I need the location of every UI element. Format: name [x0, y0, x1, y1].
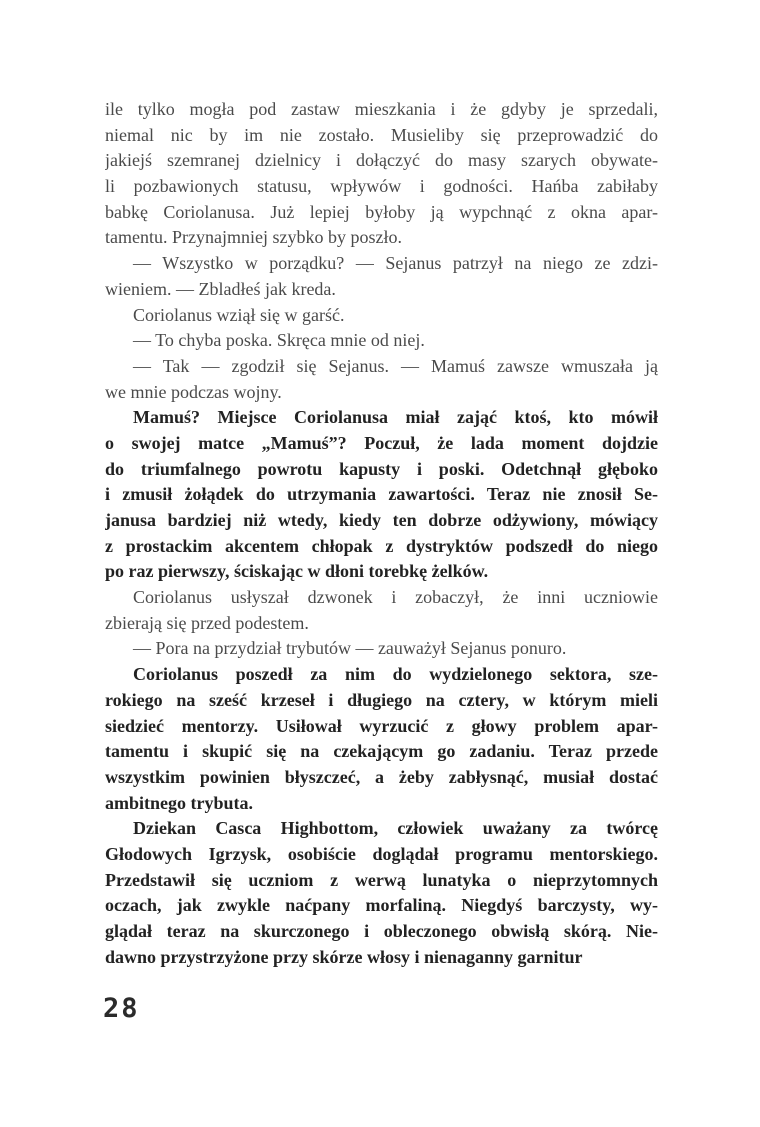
paragraph [105, 303, 658, 329]
text-line: — Tak — zgodził się Sejanus. — Mamuś zawsze wmuszała ją [133, 355, 658, 376]
body-text [105, 97, 658, 970]
paragraph [105, 662, 658, 816]
text-line: glądał teraz na skurczonego i obleczonego obwisłą skórą. Nie- [105, 921, 658, 941]
paragraph [105, 636, 658, 662]
text-line: zbierają się przed podestem. [105, 612, 309, 633]
text-line: Mamuś? Miejsce Coriolanusa miał zająć ktoś, kto mówił [133, 407, 658, 428]
paragraph [105, 354, 658, 405]
text-line: siedzieć mentorzy. Usiłował wyrzucić z głowy problem apar- [105, 715, 658, 736]
paragraph [105, 328, 658, 354]
text-line: niemal nic by im nie zostało. Musieliby się przeprowadzić do [105, 124, 658, 145]
page-number: 28 [103, 993, 140, 1024]
text-line: jakiejś szemranej dzielnicy i dołączyć do masy szarych obywate- [105, 150, 658, 171]
text-line: do triumfalnego powrotu kapusty i poski. Odetchnął głęboko [105, 458, 658, 479]
text-line: Głodowych Igrzysk, osobiście doglądał programu mentorskiego. [105, 843, 658, 864]
text-line: o swojej matce „Mamuś”? Poczuł, że lada moment dojdzie [105, 432, 658, 453]
text-line: ambitnego trybuta. [105, 792, 253, 813]
paragraph [105, 251, 658, 302]
paragraph [105, 816, 658, 970]
text-line: oczach, jak zwykle naćpany morfaliną. Niegdyś barczysty, wy- [105, 895, 658, 916]
text-line: Coriolanus wziął się w garść. [133, 304, 345, 325]
text-line: — Pora na przydział trybutów — zauważył Sejanus ponuro. [133, 638, 567, 659]
paragraph [105, 97, 658, 251]
text-line: li pozbawionych statusu, wpływów i godności. Hańba zabiłaby [105, 176, 658, 197]
text-line: tamentu i skupić się na czekającym go zadaniu. Teraz przede [105, 741, 658, 762]
text-line: ile tylko mogła pod zastaw mieszkania i że gdyby je sprzedali, [105, 99, 658, 119]
text-line: i zmusił żołądek do utrzymania zawartości. Teraz nie znosił Se- [105, 484, 658, 505]
text-line: we mnie podczas wojny. [105, 381, 282, 402]
text-line: janusa bardziej niż wtedy, kiedy ten dobrze odżywiony, mówiący [105, 510, 658, 530]
page-footer [103, 993, 140, 1024]
text-line: rokiego na sześć krzeseł i długiego na cztery, w którym mieli [105, 689, 658, 710]
text-line: z prostackim akcentem chłopak z dystryktów podszedł do niego [105, 535, 658, 556]
text-line: Coriolanus poszedł za nim do wydzielonego sektora, sze- [133, 664, 658, 685]
text-line: — Wszystko w porządku? — Sejanus patrzył na niego ze zdzi- [133, 253, 658, 274]
text-line: wszystkim powinien błyszczeć, a żeby zabłysnąć, musiał dostać [105, 766, 658, 787]
paragraph [105, 585, 658, 636]
paragraph [105, 405, 658, 585]
text-line: Przedstawił się uczniom z werwą lunatyka o nieprzytomnych [105, 869, 658, 890]
text-line: babkę Coriolanusa. Już lepiej byłoby ją wypchnąć z okna apar- [105, 201, 658, 222]
text-line: — To chyba poska. Skręca mnie od niej. [133, 330, 425, 351]
text-line: Dziekan Casca Highbottom, człowiek uważany za twórcę [133, 818, 658, 839]
text-line: dawno przystrzyżone przy skórze włosy i nienaganny garnitur [105, 946, 583, 967]
text-line: Coriolanus usłyszał dzwonek i zobaczył, że inni uczniowie [133, 587, 658, 608]
text-line: po raz pierwszy, ściskając w dłoni torebkę żelków. [105, 561, 489, 582]
text-line: wieniem. — Zbladłeś jak kreda. [105, 278, 336, 299]
text-line: tamentu. Przynajmniej szybko by poszło. [105, 227, 402, 248]
